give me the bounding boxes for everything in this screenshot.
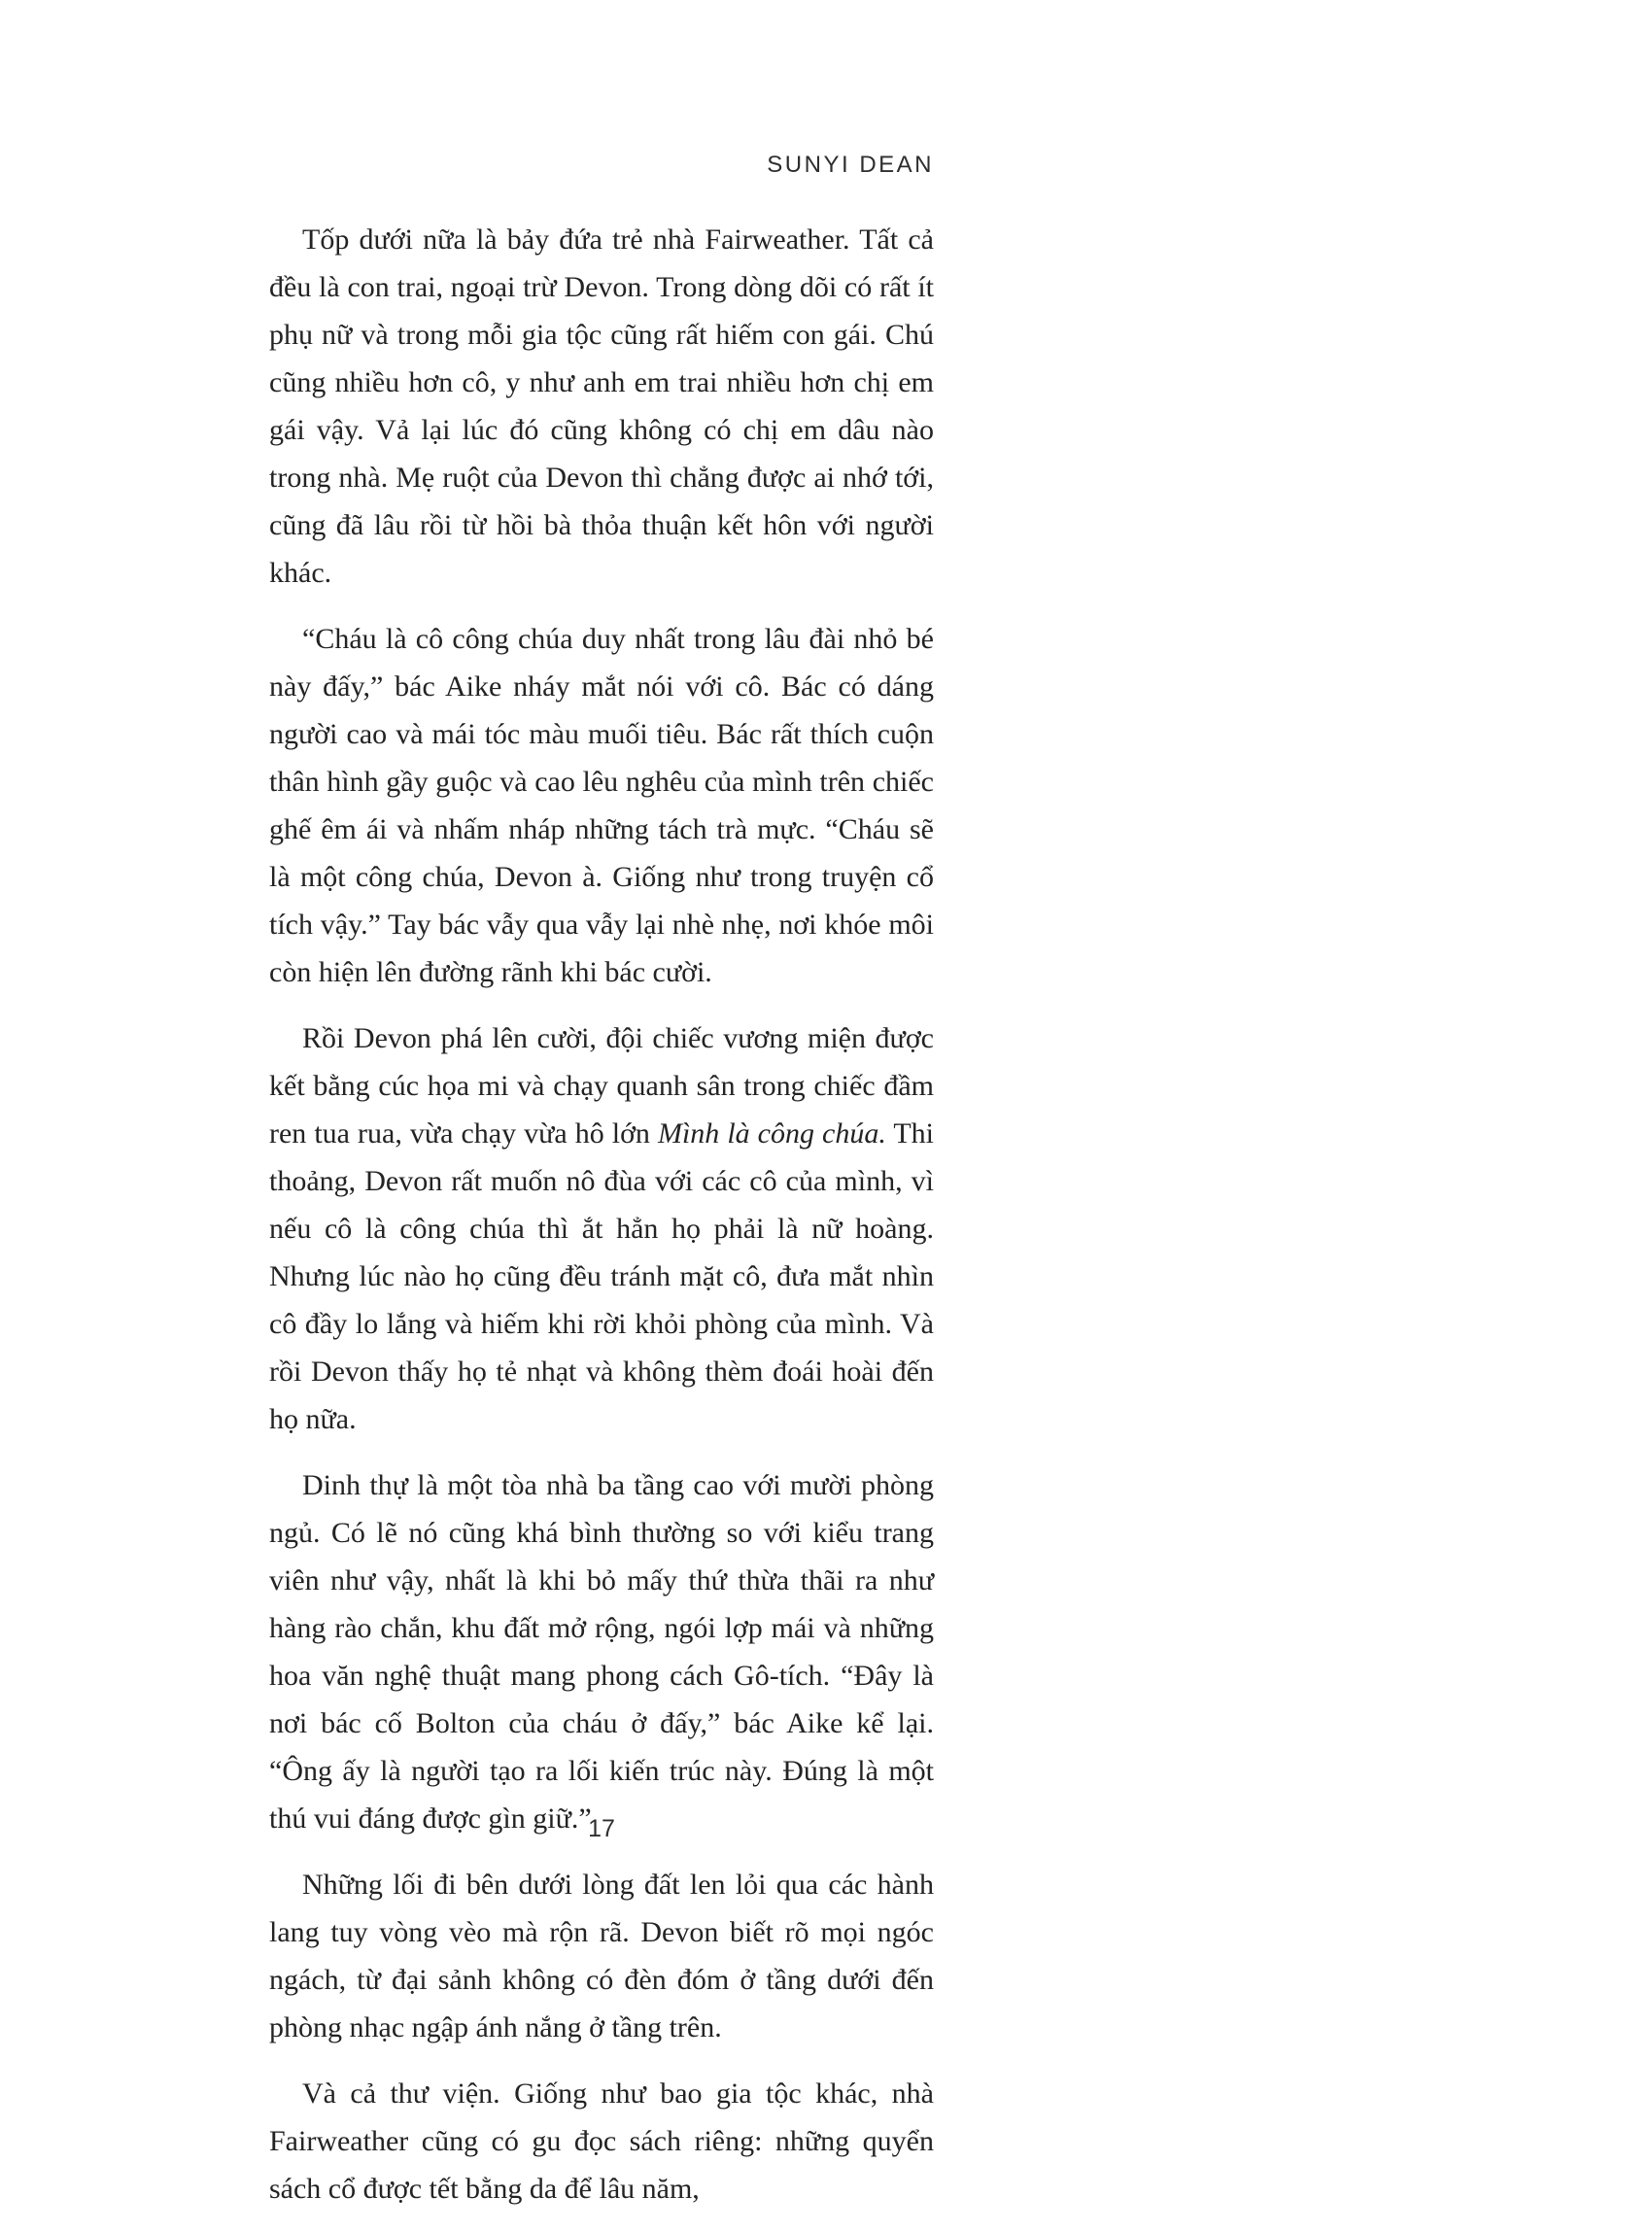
paragraph: Những lối đi bên dưới lòng đất len lỏi qua các hành lang tuy vòng vèo mà rộn rã. Devon biết rõ mọi ngóc ngách, từ đại sảnh không có đèn đóm ở tầng dưới đến phòng nhạc ngập ánh nắng ở tầng trên. bbox=[269, 1869, 934, 2043]
italic-phrase: Mình là công chúa. bbox=[657, 1117, 886, 1150]
paragraph: Dinh thự là một tòa nhà ba tầng cao với mười phòng ngủ. Có lẽ nó cũng khá bình thường so với kiểu trang viên như vậy, nhất là khi bỏ mấy thứ thừa thãi ra như hàng rào chắn, khu đất mở rộng, ngói lợp mái và những hoa văn nghệ thuật mang phong cách Gô-tích. “Đây là nơi bác cố Bolton của cháu ở đấy,” bác Aike kể lại. “Ông ấy là người tạo ra lối kiến trúc này. Đúng là một thú vui đáng được gìn giữ.” bbox=[269, 1469, 934, 1835]
page-number: 17 bbox=[588, 1815, 615, 1842]
paragraph-segment: Rồi Devon phá lên cười, đội chiếc vương miện được kết bằng cúc họa mi và chạy quanh sân trong chiếc đầm ren tua rua, vừa chạy vừa hô lớn bbox=[269, 1022, 934, 1150]
paragraph: “Cháu là cô công chúa duy nhất trong lâu đài nhỏ bé này đấy,” bác Aike nháy mắt nói với cô. Bác có dáng người cao và mái tóc màu muối tiêu. Bác rất thích cuộn thân hình gầy guộc và cao lêu nghêu của mình trên chiếc ghế êm ái và nhấm nháp những tách trà mực. “Cháu sẽ là một công chúa, Devon à. Giống như trong truyện cổ tích vậy.” Tay bác vẫy qua vẫy lại nhè nhẹ, nơi khóe môi còn hiện lên đường rãnh khi bác cười. bbox=[269, 623, 934, 988]
paragraph: Và cả thư viện. Giống như bao gia tộc khác, nhà Fairweather cũng có gu đọc sách riêng: những quyển sách cổ được tết bằng da để lâu năm, bbox=[269, 2077, 934, 2205]
paragraph bbox=[269, 1014, 934, 1443]
paragraph: Tốp dưới nữa là bảy đứa trẻ nhà Fairweather. Tất cả đều là con trai, ngoại trừ Devon. Trong dòng dõi có rất ít phụ nữ và trong mỗi gia tộc cũng rất hiếm con gái. Chú cũng nhiều hơn cô, y như anh em trai nhiều hơn chị em gái vậy. Vả lại lúc đó cũng không có chị em dâu nào trong nhà. Mẹ ruột của Devon thì chẳng được ai nhớ tới, cũng đã lâu rồi từ hồi bà thỏa thuận kết hôn với người khác. bbox=[269, 223, 934, 589]
paragraph-segment: Thi thoảng, Devon rất muốn nô đùa với các cô của mình, vì nếu cô là công chúa thì ắt hẳn họ phải là nữ hoàng. Nhưng lúc nào họ cũng đều tránh mặt cô, đưa mắt nhìn cô đầy lo lắng và hiếm khi rời khỏi phòng của mình. Và rồi Devon thấy họ tẻ nhạt và không thèm đoái hoài đến họ nữa. bbox=[269, 1117, 934, 1435]
body-text bbox=[269, 216, 934, 2231]
running-header: SUNYI DEAN bbox=[767, 152, 934, 178]
